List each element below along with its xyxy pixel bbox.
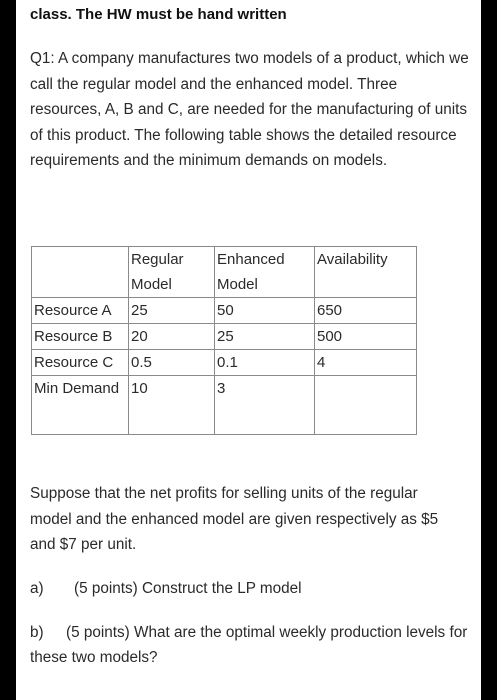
question-intro: Q1: A company manufactures two models of a product, which we call the regular model and the enhanced model. Three resources, A, B and C, are needed for the manufacturing of units of this product. The following table shows the detailed resource requirements and the minimum demands on models. bbox=[30, 50, 469, 169]
row-label: Resource B bbox=[32, 324, 129, 350]
row-label: Min Demand bbox=[32, 376, 129, 435]
question-label: a) bbox=[30, 580, 44, 597]
question-text: (5 points) Construct the LP model bbox=[74, 580, 302, 597]
table-cell: 0.1 bbox=[215, 350, 315, 376]
table-row bbox=[32, 350, 417, 376]
table-row bbox=[32, 324, 417, 350]
table-cell: 50 bbox=[215, 298, 315, 324]
table-header-cell bbox=[32, 247, 129, 298]
table-cell: 3 bbox=[215, 376, 315, 435]
table-cell bbox=[315, 376, 417, 435]
question-text: (5 points) What are the optimal weekly production levels for these two models? bbox=[30, 624, 468, 666]
profit-statement: Suppose that the net profits for selling units of the regular model and the enhanced model are given respectively as $5 and $7 per unit. bbox=[30, 485, 439, 553]
question-a bbox=[30, 576, 302, 601]
table-cell: 10 bbox=[129, 376, 215, 435]
table-cell: 25 bbox=[129, 298, 215, 324]
homework-note: class. The HW must be hand written bbox=[30, 6, 287, 23]
row-label: Resource A bbox=[32, 298, 129, 324]
table-cell: 650 bbox=[315, 298, 417, 324]
table-cell: 500 bbox=[315, 324, 417, 350]
document-page bbox=[16, 0, 481, 700]
table-header-cell: Enhanced Model bbox=[215, 247, 315, 298]
table-row bbox=[32, 298, 417, 324]
question-label: b) bbox=[30, 624, 44, 641]
table-cell: 4 bbox=[315, 350, 417, 376]
resource-table bbox=[31, 246, 417, 435]
table-header-cell: Availability bbox=[315, 247, 417, 298]
table-cell: 25 bbox=[215, 324, 315, 350]
table-row bbox=[32, 376, 417, 435]
table-header-cell: Regular Model bbox=[129, 247, 215, 298]
table-cell: 20 bbox=[129, 324, 215, 350]
table-header-row bbox=[32, 247, 417, 298]
row-label: Resource C bbox=[32, 350, 129, 376]
question-b bbox=[30, 620, 470, 670]
table-cell: 0.5 bbox=[129, 350, 215, 376]
